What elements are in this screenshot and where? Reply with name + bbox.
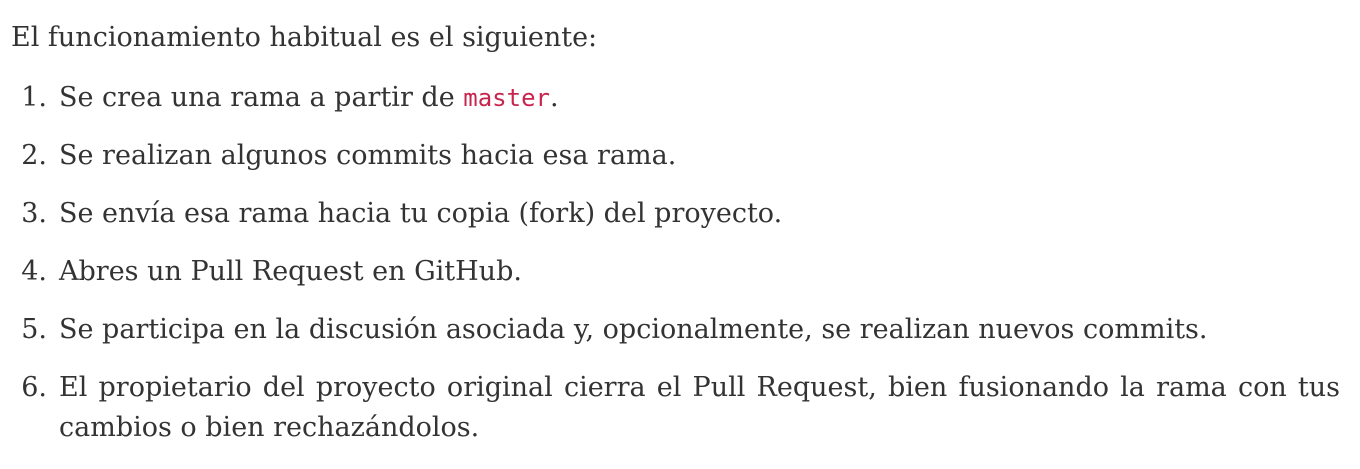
list-item bbox=[11, 78, 1340, 118]
list-item-number: 2. bbox=[21, 139, 47, 171]
list-item bbox=[11, 310, 1340, 350]
intro-paragraph: El funcionamiento habitual es el siguiente: bbox=[11, 22, 598, 53]
list-item-number: 6. bbox=[21, 371, 47, 403]
steps-list bbox=[11, 78, 1340, 448]
list-item-text: Se envía esa rama hacia tu copia (fork) del proyecto. bbox=[59, 197, 783, 229]
list-item-text: Abres un Pull Request en GitHub. bbox=[59, 255, 522, 287]
list-item-number: 5. bbox=[21, 313, 47, 345]
list-item bbox=[11, 252, 1340, 292]
list-item-text: El propietario del proyecto original cierra el Pull Request, bien fusionando la rama con tus cambios o bien rechazándolos. bbox=[59, 371, 1340, 443]
list-item-text: Se participa en la discusión asociada y, opcionalmente, se realizan nuevos commits. bbox=[59, 313, 1208, 345]
list-item-text-after: . bbox=[549, 81, 559, 113]
list-item bbox=[11, 136, 1340, 176]
inline-code-master: master bbox=[463, 83, 550, 112]
list-item bbox=[11, 194, 1340, 234]
list-item-text bbox=[59, 78, 1340, 118]
list-item-number: 3. bbox=[21, 197, 47, 229]
list-item-number: 1. bbox=[21, 81, 47, 113]
list-item-text: Se realizan algunos commits hacia esa rama. bbox=[59, 139, 677, 171]
list-item-text-before: Se crea una rama a partir de bbox=[59, 81, 464, 113]
list-item bbox=[11, 368, 1340, 448]
list-item-number: 4. bbox=[21, 255, 47, 287]
